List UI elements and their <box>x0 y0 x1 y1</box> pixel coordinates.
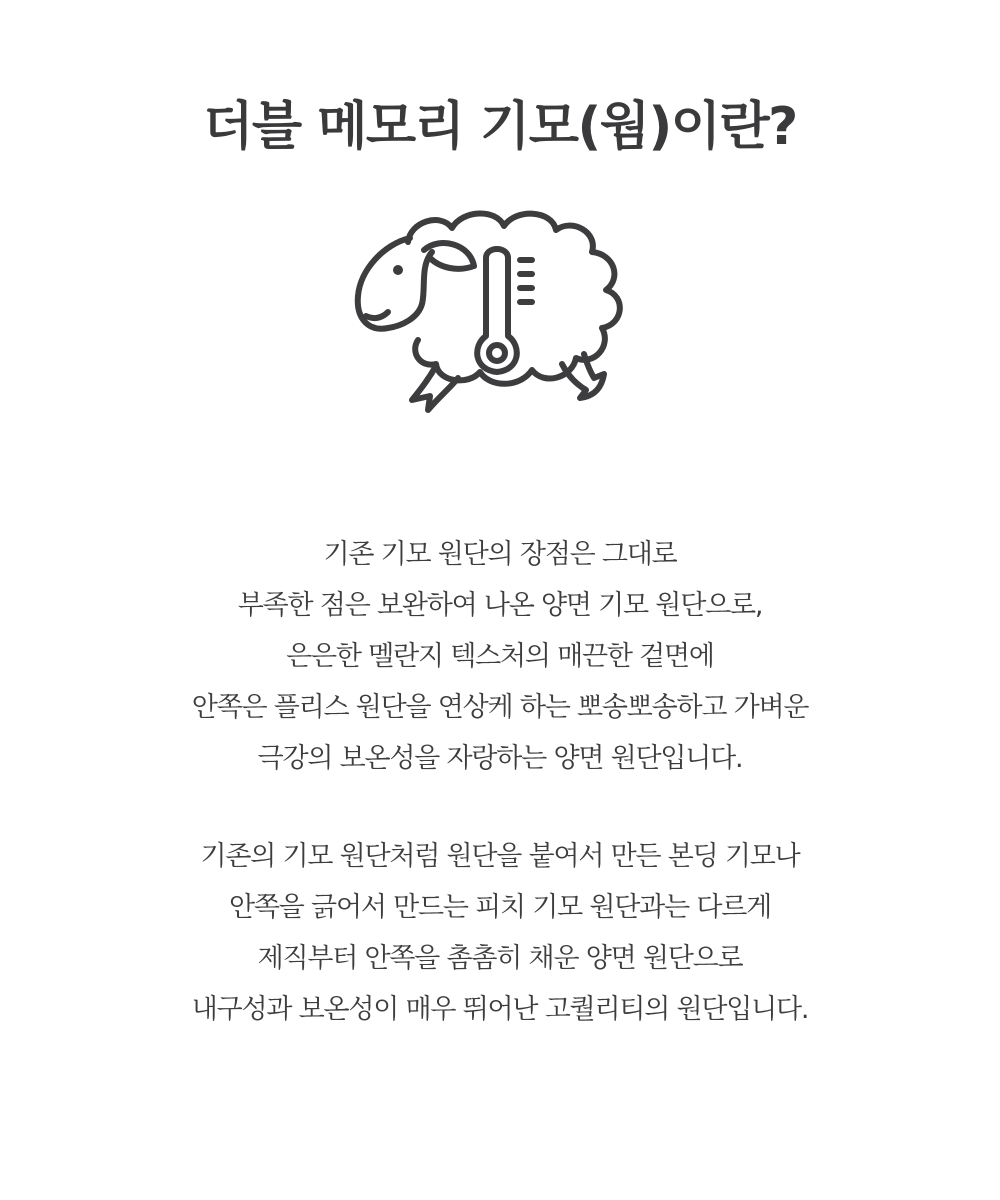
text-line: 내구성과 보온성이 매우 뛰어난 고퀄리티의 원단입니다. <box>191 994 809 1025</box>
text-line: 부족한 점은 보완하여 나온 양면 기모 원단으로, <box>237 590 763 621</box>
sheep-thermometer-icon <box>340 200 640 420</box>
text-line: 안쪽은 플리스 원단을 연상케 하는 뽀송뽀송하고 가벼운 <box>191 692 809 723</box>
page-title: 더블 메모리 기모(웜)이란? <box>203 97 797 157</box>
text-line: 기존 기모 원단의 장점은 그대로 <box>323 539 677 570</box>
text-line: 제직부터 안쪽을 촘촘히 채운 양면 원단으로 <box>257 943 743 974</box>
text-line: 기존의 기모 원단처럼 원단을 붙여서 만든 본딩 기모나 <box>200 841 800 872</box>
text-line: 극강의 보온성을 자랑하는 양면 원단입니다. <box>257 743 743 774</box>
description-paragraph-2 <box>0 831 1000 1035</box>
text-line: 안쪽을 긁어서 만드는 피치 기모 원단과는 다르게 <box>229 892 771 923</box>
description-paragraph-1 <box>0 529 1000 784</box>
text-line: 은은한 멜란지 텍스처의 매끈한 겉면에 <box>286 641 714 672</box>
